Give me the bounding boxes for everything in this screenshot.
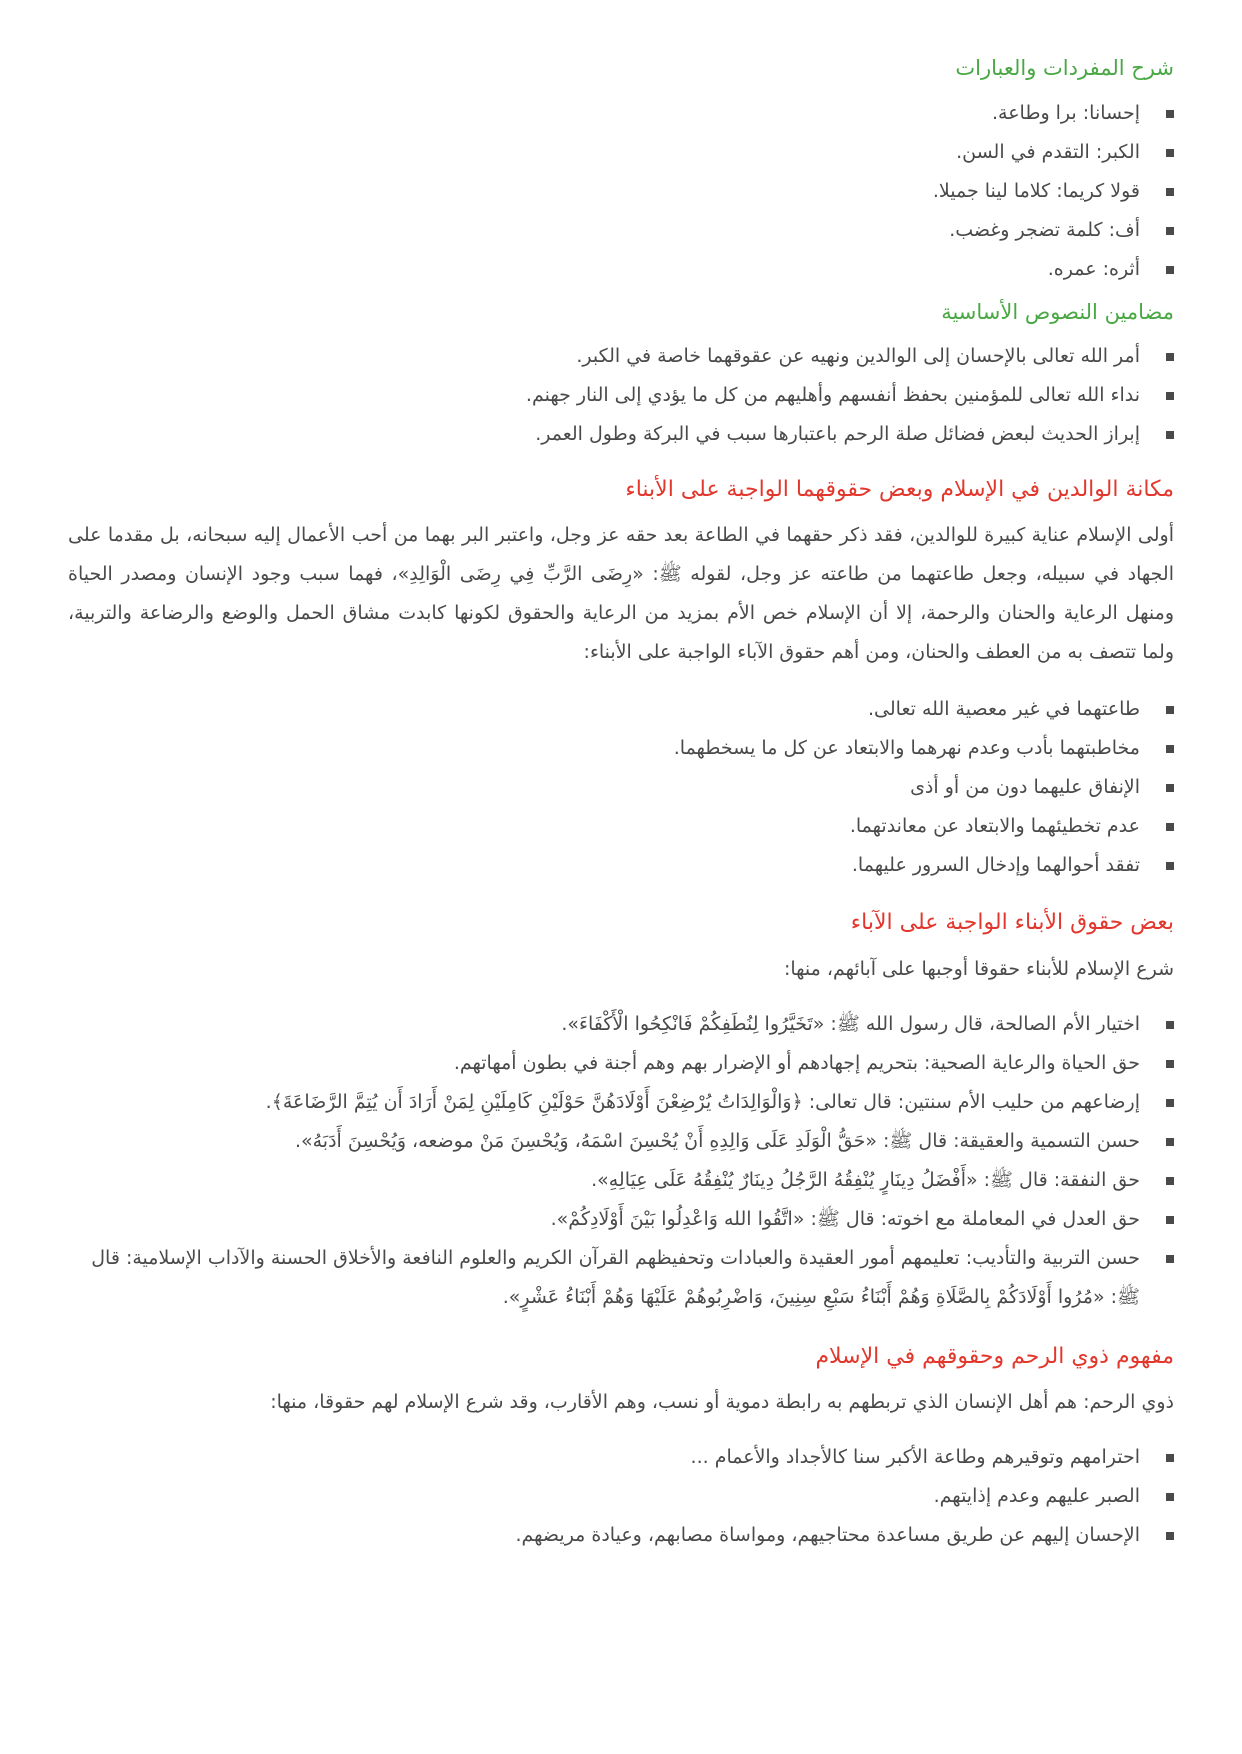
bullet-square-icon bbox=[1166, 227, 1174, 235]
list-item-text: طاعتهما في غير معصية الله تعالى. bbox=[868, 698, 1140, 721]
vocab-list bbox=[68, 94, 1174, 289]
bullet-square-icon bbox=[1166, 266, 1174, 274]
list-item bbox=[68, 1239, 1174, 1317]
kin-heading: مفهوم ذوي الرحم وحقوقهم في الإسلام bbox=[815, 1343, 1174, 1369]
list-item bbox=[68, 250, 1174, 289]
bullet-square-icon bbox=[1166, 149, 1174, 157]
bullet-square-icon bbox=[1166, 188, 1174, 196]
bullet-square-icon bbox=[1166, 431, 1174, 439]
list-item bbox=[68, 1200, 1174, 1239]
parents-heading: مكانة الوالدين في الإسلام وبعض حقوقهما الواجبة على الأبناء bbox=[625, 476, 1174, 502]
list-item-text: مخاطبتهما بأدب وعدم نهرهما والابتعاد عن كل ما يسخطهما. bbox=[673, 737, 1140, 760]
list-item bbox=[68, 1122, 1174, 1161]
bullet-square-icon bbox=[1166, 706, 1174, 714]
list-item bbox=[68, 1083, 1174, 1122]
list-item bbox=[68, 1438, 1174, 1477]
list-item-text: الكبر: التقدم في السن. bbox=[956, 141, 1140, 164]
parents-rights-list bbox=[68, 690, 1174, 885]
themes-list bbox=[68, 337, 1174, 454]
list-item bbox=[68, 415, 1174, 454]
list-item-text: نداء الله تعالى للمؤمنين بحفظ أنفسهم وأهليهم من كل ما يؤدي إلى النار جهنم. bbox=[525, 383, 1140, 406]
kin-rights-list bbox=[68, 1438, 1174, 1555]
bullet-square-icon bbox=[1166, 1532, 1174, 1540]
vocab-heading: شرح المفردات والعبارات bbox=[955, 56, 1174, 80]
parents-paragraph: أولى الإسلام عناية كبيرة للوالدين، فقد ذكر حقهما في الطاعة بعد حقه عز وجل، واعتبر البر بهما من أحب الأعمال إليه سبحانه، بل مقدما على الجهاد في سبيله، وجعل طاعتهما من طاعته عز وجل، لقوله ﷺ: «رِضَى الرَّبِّ فِي رِضَى الْوَالِدِ»، فهما سبب وجود الإنسان ومصدر الحياة ومنهل الرعاية والحنان والرحمة، إلا أن الإسلام خص الأم بمزيد من الرعاية والحقوق لكونها كابدت مشاق الحمل والوضع والرضاعة والتربية، ولما تتصف به من العطف والحنان، ومن أهم حقوق الآباء الواجبة على الأبناء: bbox=[68, 524, 1174, 664]
list-item bbox=[68, 1161, 1174, 1200]
list-item bbox=[68, 1477, 1174, 1516]
bullet-square-icon bbox=[1166, 862, 1174, 870]
list-item-text: أثره: عمره. bbox=[1047, 258, 1140, 281]
bullet-square-icon bbox=[1166, 1216, 1174, 1224]
list-item bbox=[68, 1005, 1174, 1044]
list-item bbox=[68, 846, 1174, 885]
list-item bbox=[68, 768, 1174, 807]
list-item bbox=[68, 729, 1174, 768]
list-item-text: أف: كلمة تضجر وغضب. bbox=[949, 219, 1140, 242]
bullet-square-icon bbox=[1166, 745, 1174, 753]
list-item-text: الصبر عليهم وعدم إذايتهم. bbox=[933, 1485, 1140, 1508]
list-item bbox=[68, 1516, 1174, 1555]
bullet-square-icon bbox=[1166, 823, 1174, 831]
bullet-square-icon bbox=[1166, 1099, 1174, 1107]
list-item-text: إرضاعهم من حليب الأم سنتين: قال تعالى: ﴿وَالْوَالِدَاتُ يُرْضِعْنَ أَوْلَادَهُنَّ حَوْلَيْنِ كَامِلَيْنِ لِمَنْ أَرَادَ أَن يُتِمَّ الرَّضَاعَةَ﴾. bbox=[265, 1090, 1140, 1113]
list-item-text: حق العدل في المعاملة مع اخوته: قال ﷺ: «اتَّقُوا الله وَاعْدِلُوا بَيْنَ أَوْلَادِكُمْ». bbox=[550, 1207, 1140, 1230]
list-item-text: الإحسان إليهم عن طريق مساعدة محتاجيهم، ومواساة مصابهم، وعيادة مريضهم. bbox=[515, 1524, 1140, 1547]
list-item-text: الإنفاق عليهما دون من أو أذى bbox=[910, 776, 1140, 799]
list-item bbox=[68, 1044, 1174, 1083]
bullet-square-icon bbox=[1166, 353, 1174, 361]
list-item-text: احترامهم وتوقيرهم وطاعة الأكبر سنا كالأجداد والأعمام ... bbox=[690, 1446, 1140, 1469]
list-item bbox=[68, 94, 1174, 133]
bullet-square-icon bbox=[1166, 1255, 1174, 1263]
bullet-square-icon bbox=[1166, 392, 1174, 400]
list-item-text: إبراز الحديث لبعض فضائل صلة الرحم باعتبارها سبب في البركة وطول العمر. bbox=[535, 422, 1140, 445]
list-item bbox=[68, 211, 1174, 250]
list-item-text: عدم تخطيئهما والابتعاد عن معاندتهما. bbox=[849, 815, 1140, 838]
list-item bbox=[68, 807, 1174, 846]
list-item-text: حسن التسمية والعقيقة: قال ﷺ: «حَقُّ الْوَلَدِ عَلَى وَالِدِهِ أَنْ يُحْسِنَ اسْمَهُ، وَيُحْسِنَ مَنْ موضعه، وَيُحْسِنَ أَدَبَهُ». bbox=[294, 1129, 1140, 1152]
list-item bbox=[68, 172, 1174, 211]
bullet-square-icon bbox=[1166, 1060, 1174, 1068]
themes-heading: مضامين النصوص الأساسية bbox=[941, 300, 1174, 325]
bullet-square-icon bbox=[1166, 1493, 1174, 1501]
list-item-text: اختيار الأم الصالحة، قال رسول الله ﷺ: «تَخَيَّرُوا لِنُطَفِكُمْ فَانْكِحُوا الْأَكْفَاءَ». bbox=[561, 1012, 1140, 1035]
list-item-text: حسن التربية والتأديب: تعليمهم أمور العقيدة والعبادات وتحفيظهم القرآن الكريم والعلوم النافعة والأخلاق الحسنة والآداب الإسلامية: قال ﷺ: «مُرُوا أَوْلَادَكُمْ بِالصَّلَاةِ وَهُمْ أَبْنَاءُ سَبْعِ سِنِينَ، وَاضْرِبُوهُمْ عَلَيْهَا وَهُمْ أَبْنَاءُ عَشْرٍ». bbox=[91, 1246, 1140, 1308]
list-item-text: حق النفقة: قال ﷺ: «أَفْضَلُ دِينَارٍ يُنْفِقُهُ الرَّجُلُ دِينَارٌ يُنْفِقُهُ عَلَى عِيَالِهِ». bbox=[591, 1168, 1140, 1191]
list-item-text: حق الحياة والرعاية الصحية: بتحريم إجهادهم أو الإضرار بهم وهم أجنة في بطون أمهاتهم. bbox=[453, 1051, 1140, 1074]
list-item-text: تفقد أحوالهما وإدخال السرور عليهما. bbox=[851, 854, 1140, 877]
bullet-square-icon bbox=[1166, 1177, 1174, 1185]
list-item bbox=[68, 376, 1174, 415]
children-rights-list bbox=[68, 1005, 1174, 1317]
kin-intro: ذوي الرحم: هم أهل الإنسان الذي تربطهم به رابطة دموية أو نسب، وهم الأقارب، وقد شرع الإسلام لهم حقوقا، منها: bbox=[270, 1391, 1174, 1414]
list-item-text: قولا كريما: كلاما لينا جميلا. bbox=[932, 180, 1140, 203]
list-item bbox=[68, 337, 1174, 376]
bullet-square-icon bbox=[1166, 784, 1174, 792]
children-heading: بعض حقوق الأبناء الواجبة على الآباء bbox=[850, 910, 1174, 936]
list-item-text: إحسانا: برا وطاعة. bbox=[991, 102, 1140, 125]
list-item bbox=[68, 133, 1174, 172]
list-item-text: أمر الله تعالى بالإحسان إلى الوالدين ونهيه عن عقوقهما خاصة في الكبر. bbox=[576, 344, 1140, 367]
bullet-square-icon bbox=[1166, 1454, 1174, 1462]
bullet-square-icon bbox=[1166, 1138, 1174, 1146]
bullet-square-icon bbox=[1166, 110, 1174, 118]
list-item bbox=[68, 690, 1174, 729]
children-intro: شرع الإسلام للأبناء حقوقا أوجبها على آبائهم، منها: bbox=[783, 957, 1174, 980]
bullet-square-icon bbox=[1166, 1021, 1174, 1029]
